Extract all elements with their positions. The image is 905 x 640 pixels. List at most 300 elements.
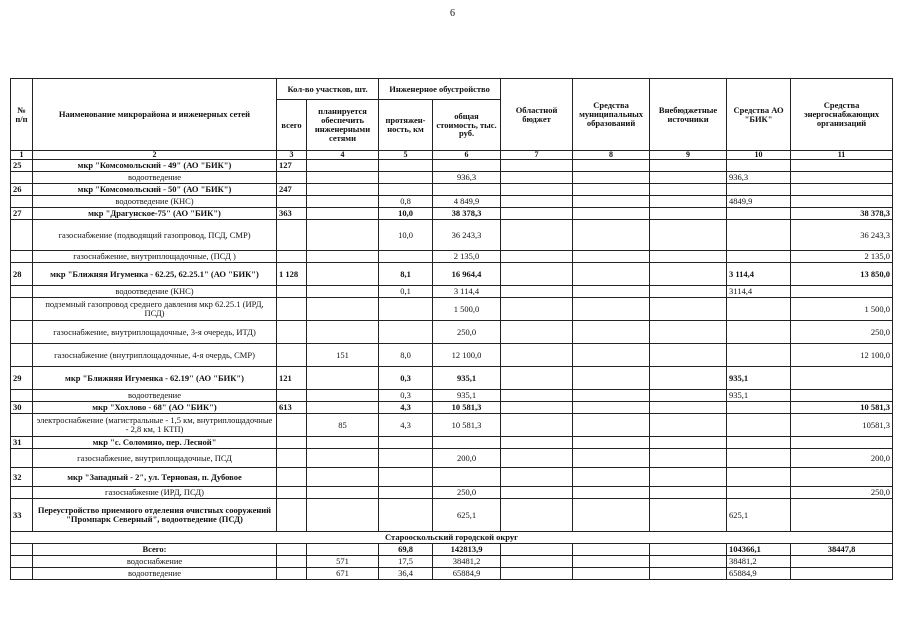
header-plots-planned: планируется обеспечить инженерными сетями bbox=[307, 100, 379, 151]
row-bik-cell: 935,1 bbox=[727, 367, 791, 390]
totals-name-cell: водоснабжение bbox=[33, 556, 277, 568]
row-municipal-cell bbox=[573, 220, 650, 251]
col-number: 6 bbox=[433, 151, 501, 160]
row-extrabudget-cell bbox=[650, 499, 727, 532]
row-cost-cell bbox=[433, 437, 501, 449]
row-energy-cell: 10581,3 bbox=[791, 414, 893, 437]
row-plots-planned-cell bbox=[307, 449, 379, 468]
header-name: Наименование микрорайона и инженерных сетей bbox=[33, 79, 277, 151]
row-regional-cell bbox=[501, 160, 573, 172]
row-municipal-cell bbox=[573, 196, 650, 208]
row-extrabudget-cell bbox=[650, 263, 727, 286]
row-num-cell bbox=[11, 220, 33, 251]
row-plots-planned-cell bbox=[307, 321, 379, 344]
row-regional-cell bbox=[501, 344, 573, 367]
row-extrabudget-cell bbox=[650, 321, 727, 344]
row-plots-total-cell bbox=[277, 344, 307, 367]
row-name-cell: мкр "Западный - 2", ул. Терновая, п. Дубовое bbox=[33, 468, 277, 487]
header-plots-total: всего bbox=[277, 100, 307, 151]
row-plots-planned-cell bbox=[307, 468, 379, 487]
row-extrabudget-cell bbox=[650, 449, 727, 468]
row-plots-total-cell bbox=[277, 449, 307, 468]
totals-cost-cell: 142813,9 bbox=[433, 544, 501, 556]
row-bik-cell: 935,1 bbox=[727, 390, 791, 402]
row-name-cell: Переустройство приемного отделения очистных сооружений "Промпарк Северный", водоотведение (ПСД) bbox=[33, 499, 277, 532]
row-plots-planned-cell bbox=[307, 286, 379, 298]
row-extrabudget-cell bbox=[650, 437, 727, 449]
totals-cost-cell: 38481,2 bbox=[433, 556, 501, 568]
row-cost-cell: 1 500,0 bbox=[433, 298, 501, 321]
row-name-cell: газоснабжение (внутриплощадочные, 4-я очердь, СМР) bbox=[33, 344, 277, 367]
row-bik-cell bbox=[727, 449, 791, 468]
totals-regional-cell bbox=[501, 568, 573, 580]
row-plots-planned-cell bbox=[307, 390, 379, 402]
financing-table bbox=[10, 78, 893, 580]
row-municipal-cell bbox=[573, 160, 650, 172]
row-bik-cell: 3114,4 bbox=[727, 286, 791, 298]
row-regional-cell bbox=[501, 321, 573, 344]
row-num-cell bbox=[11, 196, 33, 208]
row-municipal-cell bbox=[573, 402, 650, 414]
section-row bbox=[11, 532, 893, 544]
row-name-cell: газоснабжение, внутриплощадочные, ПСД bbox=[33, 449, 277, 468]
row-municipal-cell bbox=[573, 172, 650, 184]
row-energy-cell bbox=[791, 390, 893, 402]
row-name-cell: водоотведение (КНС) bbox=[33, 196, 277, 208]
row-num-cell bbox=[11, 321, 33, 344]
col-number: 2 bbox=[33, 151, 277, 160]
row-length-cell bbox=[379, 298, 433, 321]
row-plots-planned-cell bbox=[307, 208, 379, 220]
row-municipal-cell bbox=[573, 251, 650, 263]
row-cost-cell: 625,1 bbox=[433, 499, 501, 532]
row-num-cell: 30 bbox=[11, 402, 33, 414]
col-number: 1 bbox=[11, 151, 33, 160]
row-plots-total-cell bbox=[277, 220, 307, 251]
row-cost-cell: 935,1 bbox=[433, 367, 501, 390]
row-plots-planned-cell bbox=[307, 367, 379, 390]
row-bik-cell: 936,3 bbox=[727, 172, 791, 184]
row-extrabudget-cell bbox=[650, 468, 727, 487]
row-name-cell: газоснабжение, внутриплощадочные, 3-я очередь, ИТД) bbox=[33, 321, 277, 344]
row-energy-cell: 250,0 bbox=[791, 321, 893, 344]
totals-plots-total-cell bbox=[277, 556, 307, 568]
row-energy-cell bbox=[791, 468, 893, 487]
row-name-cell: водоотведение (КНС) bbox=[33, 286, 277, 298]
row-bik-cell bbox=[727, 468, 791, 487]
row-bik-cell bbox=[727, 184, 791, 196]
row-extrabudget-cell bbox=[650, 160, 727, 172]
row-bik-cell bbox=[727, 437, 791, 449]
table-row bbox=[11, 468, 893, 487]
totals-energy-cell bbox=[791, 568, 893, 580]
row-plots-total-cell bbox=[277, 298, 307, 321]
row-regional-cell bbox=[501, 437, 573, 449]
row-length-cell: 10,0 bbox=[379, 220, 433, 251]
row-extrabudget-cell bbox=[650, 196, 727, 208]
row-bik-cell bbox=[727, 251, 791, 263]
row-extrabudget-cell bbox=[650, 414, 727, 437]
row-regional-cell bbox=[501, 449, 573, 468]
row-length-cell bbox=[379, 468, 433, 487]
row-regional-cell bbox=[501, 263, 573, 286]
row-cost-cell: 935,1 bbox=[433, 390, 501, 402]
row-plots-planned-cell: 151 bbox=[307, 344, 379, 367]
row-num-cell: 25 bbox=[11, 160, 33, 172]
row-length-cell: 4,3 bbox=[379, 402, 433, 414]
row-name-cell: газоснабжение (ИРД, ПСД) bbox=[33, 487, 277, 499]
row-extrabudget-cell bbox=[650, 402, 727, 414]
row-energy-cell bbox=[791, 160, 893, 172]
table-row bbox=[11, 184, 893, 196]
row-cost-cell: 250,0 bbox=[433, 487, 501, 499]
row-cost-cell: 200,0 bbox=[433, 449, 501, 468]
totals-length-cell: 69,8 bbox=[379, 544, 433, 556]
row-municipal-cell bbox=[573, 184, 650, 196]
table-row bbox=[11, 196, 893, 208]
header-plots-group: Кол-во участков, шт. bbox=[277, 79, 379, 100]
totals-row bbox=[11, 568, 893, 580]
row-bik-cell bbox=[727, 487, 791, 499]
row-num-cell: 31 bbox=[11, 437, 33, 449]
row-regional-cell bbox=[501, 251, 573, 263]
row-regional-cell bbox=[501, 286, 573, 298]
row-cost-cell: 936,3 bbox=[433, 172, 501, 184]
row-cost-cell: 12 100,0 bbox=[433, 344, 501, 367]
header-regional: Областной бюджет bbox=[501, 79, 573, 151]
row-plots-total-cell: 127 bbox=[277, 160, 307, 172]
row-municipal-cell bbox=[573, 263, 650, 286]
table-row bbox=[11, 321, 893, 344]
totals-num-cell bbox=[11, 544, 33, 556]
row-name-cell: мкр "Ближняя Игуменка - 62.19" (АО "БИК") bbox=[33, 367, 277, 390]
row-municipal-cell bbox=[573, 468, 650, 487]
row-bik-cell: 3 114,4 bbox=[727, 263, 791, 286]
row-length-cell bbox=[379, 251, 433, 263]
row-municipal-cell bbox=[573, 437, 650, 449]
row-energy-cell bbox=[791, 172, 893, 184]
row-length-cell bbox=[379, 499, 433, 532]
row-num-cell bbox=[11, 390, 33, 402]
row-cost-cell: 10 581,3 bbox=[433, 402, 501, 414]
row-num-cell: 29 bbox=[11, 367, 33, 390]
totals-bik-cell: 65884,9 bbox=[727, 568, 791, 580]
row-regional-cell bbox=[501, 172, 573, 184]
totals-municipal-cell bbox=[573, 556, 650, 568]
row-plots-total-cell: 363 bbox=[277, 208, 307, 220]
table-row bbox=[11, 390, 893, 402]
row-cost-cell: 3 114,4 bbox=[433, 286, 501, 298]
table-row bbox=[11, 160, 893, 172]
row-name-cell: мкр "Драгунское-75" (АО "БИК") bbox=[33, 208, 277, 220]
row-name-cell: мкр "Комсомольский - 49" (АО "БИК") bbox=[33, 160, 277, 172]
row-energy-cell bbox=[791, 437, 893, 449]
row-extrabudget-cell bbox=[650, 390, 727, 402]
totals-extrabudget-cell bbox=[650, 556, 727, 568]
table-row bbox=[11, 367, 893, 390]
header-infra-cost: общая стоимость, тыс. руб. bbox=[433, 100, 501, 151]
row-extrabudget-cell bbox=[650, 298, 727, 321]
row-regional-cell bbox=[501, 468, 573, 487]
row-bik-cell: 625,1 bbox=[727, 499, 791, 532]
row-municipal-cell bbox=[573, 367, 650, 390]
table-row bbox=[11, 344, 893, 367]
row-plots-planned-cell bbox=[307, 172, 379, 184]
row-plots-total-cell bbox=[277, 390, 307, 402]
row-extrabudget-cell bbox=[650, 220, 727, 251]
row-cost-cell bbox=[433, 468, 501, 487]
row-plots-planned-cell bbox=[307, 263, 379, 286]
row-num-cell bbox=[11, 487, 33, 499]
totals-regional-cell bbox=[501, 544, 573, 556]
row-plots-total-cell bbox=[277, 437, 307, 449]
row-num-cell bbox=[11, 251, 33, 263]
row-plots-planned-cell bbox=[307, 220, 379, 251]
row-energy-cell: 250,0 bbox=[791, 487, 893, 499]
header-infra-group: Инженерное обустройство bbox=[379, 79, 501, 100]
row-num-cell bbox=[11, 286, 33, 298]
totals-plots-planned-cell bbox=[307, 544, 379, 556]
row-regional-cell bbox=[501, 208, 573, 220]
row-bik-cell bbox=[727, 321, 791, 344]
row-regional-cell bbox=[501, 196, 573, 208]
row-plots-planned-cell bbox=[307, 487, 379, 499]
row-cost-cell: 250,0 bbox=[433, 321, 501, 344]
col-number: 7 bbox=[501, 151, 573, 160]
row-name-cell: мкр "Комсомольский - 50" (АО "БИК") bbox=[33, 184, 277, 196]
row-municipal-cell bbox=[573, 487, 650, 499]
row-municipal-cell bbox=[573, 298, 650, 321]
row-municipal-cell bbox=[573, 390, 650, 402]
row-extrabudget-cell bbox=[650, 172, 727, 184]
row-energy-cell: 200,0 bbox=[791, 449, 893, 468]
row-num-cell: 28 bbox=[11, 263, 33, 286]
row-plots-total-cell bbox=[277, 414, 307, 437]
totals-num-cell bbox=[11, 568, 33, 580]
row-num-cell bbox=[11, 414, 33, 437]
table-row bbox=[11, 220, 893, 251]
row-plots-planned-cell bbox=[307, 298, 379, 321]
row-bik-cell bbox=[727, 160, 791, 172]
row-extrabudget-cell bbox=[650, 487, 727, 499]
column-numbers-row bbox=[11, 151, 893, 160]
totals-energy-cell bbox=[791, 556, 893, 568]
row-plots-planned-cell: 85 bbox=[307, 414, 379, 437]
col-number: 10 bbox=[727, 151, 791, 160]
row-regional-cell bbox=[501, 487, 573, 499]
row-cost-cell bbox=[433, 160, 501, 172]
row-plots-total-cell bbox=[277, 499, 307, 532]
row-length-cell: 8,1 bbox=[379, 263, 433, 286]
header-municipal: Средства муниципальных образований bbox=[573, 79, 650, 151]
row-energy-cell: 2 135,0 bbox=[791, 251, 893, 263]
totals-name-cell: Всего: bbox=[33, 544, 277, 556]
table-row bbox=[11, 414, 893, 437]
col-number: 4 bbox=[307, 151, 379, 160]
row-cost-cell: 4 849,9 bbox=[433, 196, 501, 208]
row-length-cell bbox=[379, 160, 433, 172]
row-municipal-cell bbox=[573, 321, 650, 344]
row-num-cell bbox=[11, 449, 33, 468]
row-num-cell bbox=[11, 298, 33, 321]
row-length-cell: 0,1 bbox=[379, 286, 433, 298]
row-cost-cell: 36 243,3 bbox=[433, 220, 501, 251]
totals-regional-cell bbox=[501, 556, 573, 568]
header-energy: Средства энергоснабжающих организаций bbox=[791, 79, 893, 151]
row-length-cell bbox=[379, 321, 433, 344]
row-plots-planned-cell bbox=[307, 196, 379, 208]
row-municipal-cell bbox=[573, 499, 650, 532]
section-title: Старооскольский городской округ bbox=[11, 532, 893, 544]
col-number: 5 bbox=[379, 151, 433, 160]
table-row bbox=[11, 402, 893, 414]
header-num: № п/п bbox=[11, 79, 33, 151]
row-name-cell: подземный газопровод среднего давления мкр 62.25.1 (ИРД, ПСД) bbox=[33, 298, 277, 321]
row-cost-cell: 10 581,3 bbox=[433, 414, 501, 437]
row-cost-cell: 16 964,4 bbox=[433, 263, 501, 286]
row-energy-cell: 12 100,0 bbox=[791, 344, 893, 367]
col-number: 3 bbox=[277, 151, 307, 160]
row-energy-cell bbox=[791, 184, 893, 196]
row-num-cell: 26 bbox=[11, 184, 33, 196]
row-energy-cell bbox=[791, 367, 893, 390]
row-plots-total-cell: 1 128 bbox=[277, 263, 307, 286]
row-municipal-cell bbox=[573, 414, 650, 437]
row-length-cell: 10,0 bbox=[379, 208, 433, 220]
row-bik-cell bbox=[727, 220, 791, 251]
totals-length-cell: 36,4 bbox=[379, 568, 433, 580]
row-num-cell bbox=[11, 172, 33, 184]
totals-municipal-cell bbox=[573, 544, 650, 556]
row-plots-planned-cell bbox=[307, 251, 379, 263]
row-length-cell bbox=[379, 487, 433, 499]
row-regional-cell bbox=[501, 414, 573, 437]
row-plots-total-cell: 121 bbox=[277, 367, 307, 390]
table-row bbox=[11, 263, 893, 286]
row-regional-cell bbox=[501, 298, 573, 321]
totals-name-cell: водоотведение bbox=[33, 568, 277, 580]
table-row bbox=[11, 487, 893, 499]
totals-length-cell: 17,5 bbox=[379, 556, 433, 568]
row-name-cell: водоотведение bbox=[33, 390, 277, 402]
row-num-cell: 32 bbox=[11, 468, 33, 487]
row-energy-cell: 36 243,3 bbox=[791, 220, 893, 251]
row-bik-cell: 4849,9 bbox=[727, 196, 791, 208]
totals-extrabudget-cell bbox=[650, 568, 727, 580]
table-header bbox=[11, 79, 893, 160]
row-extrabudget-cell bbox=[650, 367, 727, 390]
page-number: 6 bbox=[450, 8, 455, 19]
totals-plots-planned-cell: 671 bbox=[307, 568, 379, 580]
row-municipal-cell bbox=[573, 286, 650, 298]
row-municipal-cell bbox=[573, 449, 650, 468]
row-municipal-cell bbox=[573, 344, 650, 367]
row-plots-planned-cell bbox=[307, 437, 379, 449]
row-bik-cell bbox=[727, 414, 791, 437]
row-num-cell: 27 bbox=[11, 208, 33, 220]
row-plots-total-cell bbox=[277, 286, 307, 298]
row-name-cell: водоотведение bbox=[33, 172, 277, 184]
row-plots-total-cell: 247 bbox=[277, 184, 307, 196]
row-length-cell: 0,3 bbox=[379, 390, 433, 402]
col-number: 11 bbox=[791, 151, 893, 160]
totals-bik-cell: 104366,1 bbox=[727, 544, 791, 556]
totals-plots-total-cell bbox=[277, 568, 307, 580]
row-name-cell: мкр "с. Соломино, пер. Лесной" bbox=[33, 437, 277, 449]
row-plots-total-cell bbox=[277, 196, 307, 208]
row-regional-cell bbox=[501, 390, 573, 402]
row-regional-cell bbox=[501, 220, 573, 251]
row-length-cell: 0,3 bbox=[379, 367, 433, 390]
header-infra-length: протяжен-ность, км bbox=[379, 100, 433, 151]
totals-num-cell bbox=[11, 556, 33, 568]
table-row bbox=[11, 298, 893, 321]
row-municipal-cell bbox=[573, 208, 650, 220]
row-cost-cell: 38 378,3 bbox=[433, 208, 501, 220]
row-length-cell bbox=[379, 437, 433, 449]
row-plots-total-cell: 613 bbox=[277, 402, 307, 414]
row-plots-total-cell bbox=[277, 172, 307, 184]
col-number: 8 bbox=[573, 151, 650, 160]
row-bik-cell bbox=[727, 402, 791, 414]
row-name-cell: газоснабжение, внутриплощадочные, (ПСД ) bbox=[33, 251, 277, 263]
row-plots-planned-cell bbox=[307, 184, 379, 196]
row-name-cell: мкр "Ближняя Игуменка - 62.25, 62.25.1" (АО "БИК") bbox=[33, 263, 277, 286]
row-extrabudget-cell bbox=[650, 184, 727, 196]
row-plots-total-cell bbox=[277, 468, 307, 487]
table-row bbox=[11, 449, 893, 468]
row-plots-total-cell bbox=[277, 321, 307, 344]
row-plots-planned-cell bbox=[307, 160, 379, 172]
row-plots-total-cell bbox=[277, 487, 307, 499]
table-row bbox=[11, 499, 893, 532]
row-energy-cell: 10 581,3 bbox=[791, 402, 893, 414]
row-length-cell bbox=[379, 449, 433, 468]
row-name-cell: мкр "Хохлово - 68" (АО "БИК") bbox=[33, 402, 277, 414]
row-cost-cell: 2 135,0 bbox=[433, 251, 501, 263]
row-length-cell bbox=[379, 184, 433, 196]
totals-plots-planned-cell: 571 bbox=[307, 556, 379, 568]
row-name-cell: газоснабжение (подводящий газопровод, ПСД, СМР) bbox=[33, 220, 277, 251]
table-body bbox=[11, 160, 893, 580]
table-row bbox=[11, 286, 893, 298]
row-length-cell: 4,3 bbox=[379, 414, 433, 437]
row-energy-cell: 13 850,0 bbox=[791, 263, 893, 286]
totals-extrabudget-cell bbox=[650, 544, 727, 556]
totals-row bbox=[11, 544, 893, 556]
table-row bbox=[11, 251, 893, 263]
row-energy-cell bbox=[791, 286, 893, 298]
row-cost-cell bbox=[433, 184, 501, 196]
row-plots-planned-cell bbox=[307, 402, 379, 414]
row-bik-cell bbox=[727, 344, 791, 367]
totals-municipal-cell bbox=[573, 568, 650, 580]
row-bik-cell bbox=[727, 208, 791, 220]
table-row bbox=[11, 437, 893, 449]
row-energy-cell bbox=[791, 499, 893, 532]
row-length-cell: 8,0 bbox=[379, 344, 433, 367]
totals-cost-cell: 65884,9 bbox=[433, 568, 501, 580]
row-extrabudget-cell bbox=[650, 208, 727, 220]
row-energy-cell: 38 378,3 bbox=[791, 208, 893, 220]
row-extrabudget-cell bbox=[650, 286, 727, 298]
totals-plots-total-cell bbox=[277, 544, 307, 556]
row-name-cell: электроснабжение (магистральные - 1,5 км, внутриплощадочные - 2,8 км, 1 КТП) bbox=[33, 414, 277, 437]
header-extrabudget: Внебюджетные источники bbox=[650, 79, 727, 151]
row-extrabudget-cell bbox=[650, 251, 727, 263]
totals-bik-cell: 38481,2 bbox=[727, 556, 791, 568]
header-bik: Средства АО "БИК" bbox=[727, 79, 791, 151]
